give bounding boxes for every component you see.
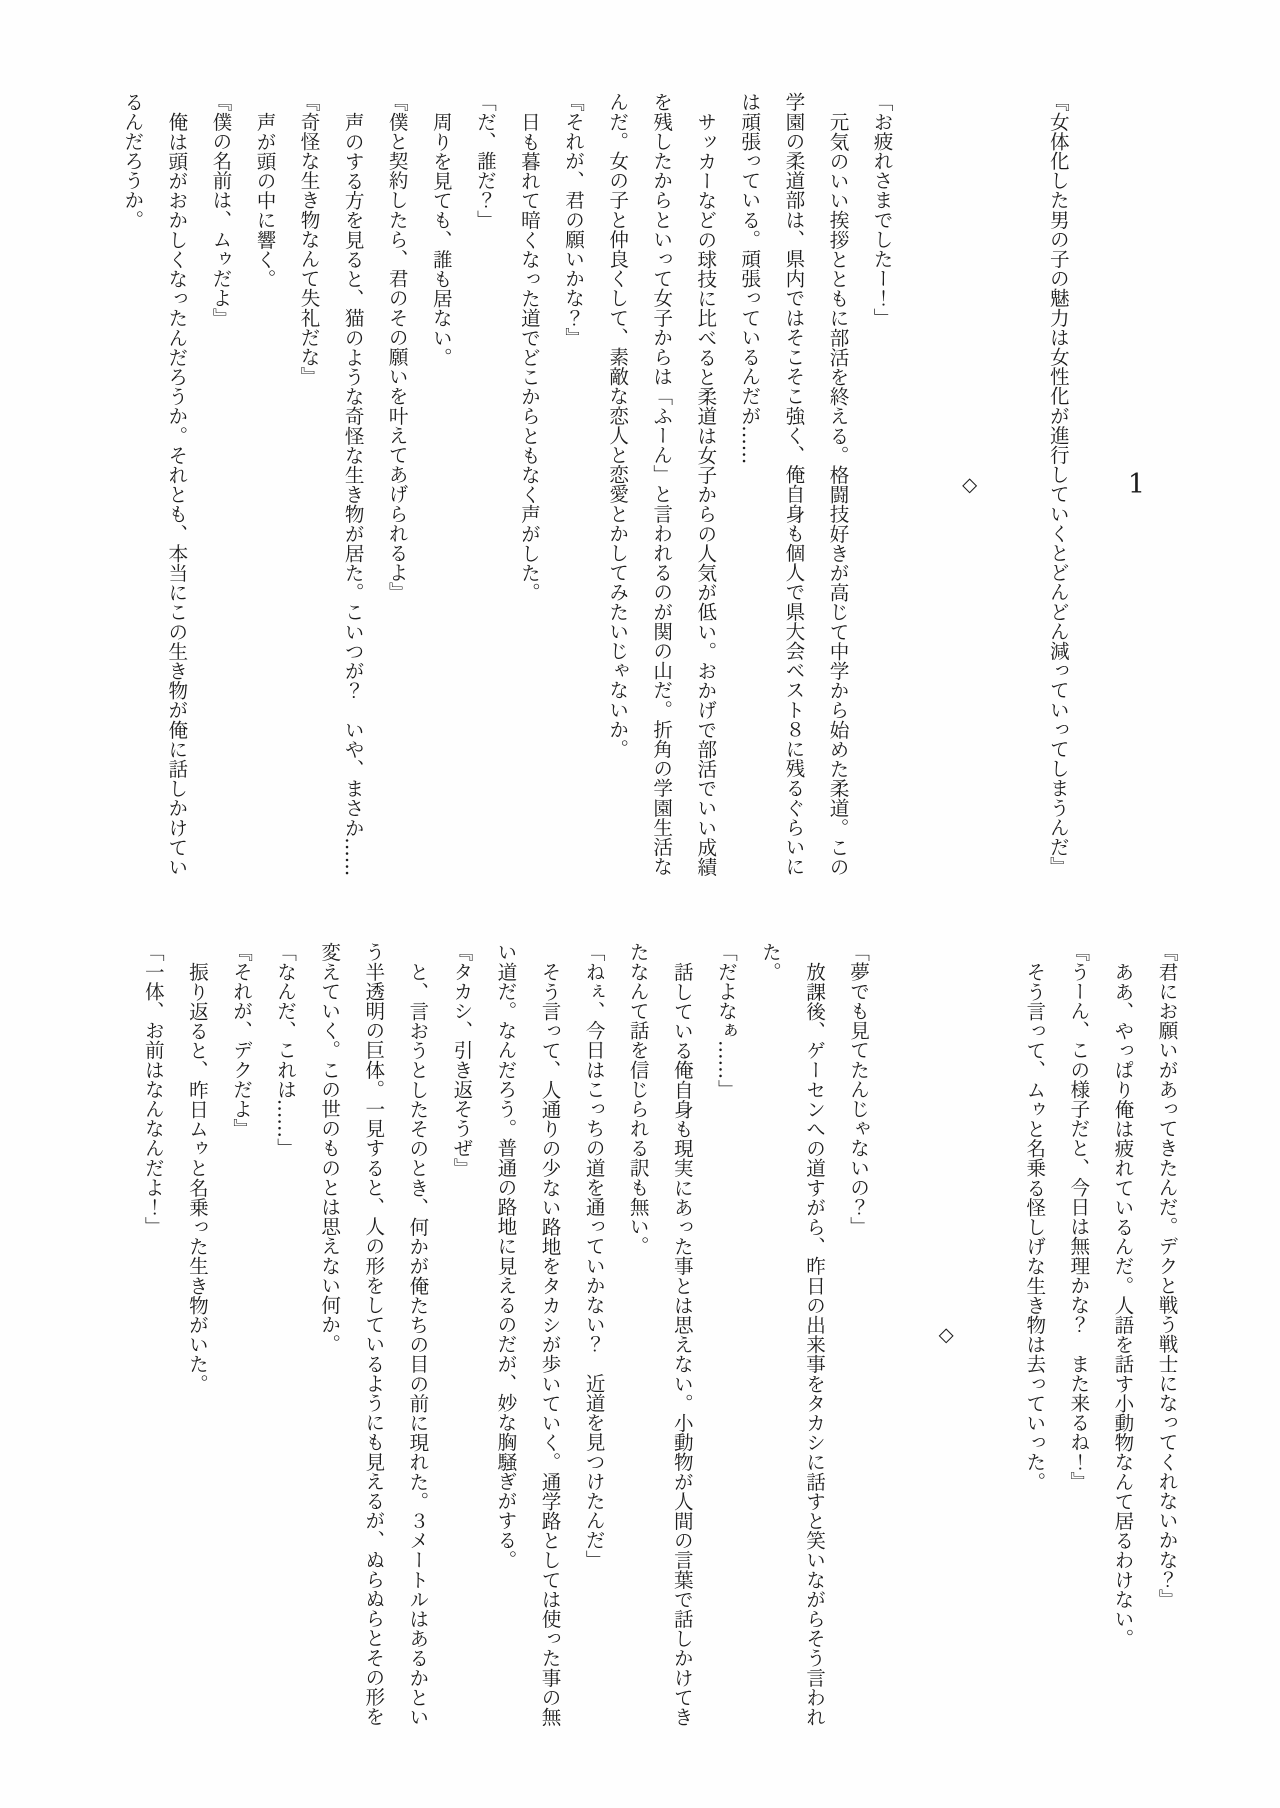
narration-paragraph: 声が頭の中に響く。	[253, 111, 276, 288]
narration-paragraph: 周りを見ても、誰も居ない。	[429, 111, 453, 367]
dialogue-line: 「一体、お前はなんなんだよ！」	[141, 942, 165, 1236]
narration-paragraph: 俺は頭がおかしくなったんだろうか。それとも、本当にこの生き物が俺に話しかけているんだろうか。	[120, 92, 188, 876]
dialogue-line: 『それが、デクだよ』	[229, 942, 253, 1138]
dialogue-line: 「なんだ、これは……」	[273, 942, 297, 1158]
narration-paragraph: そう言って、人通りの少ない路地をタカシが歩いていく。通学路としては使った事の無い道だ。なんだろう。普通の路地に見えるのだが、妙な胸騒ぎがする。	[493, 942, 562, 1726]
narration-paragraph: と、言おうとしたそのとき、何かが俺たちの目の前に現れた。３メートルはあるかという半透明の巨体。一見すると、人の形をしているようにも見えるが、ぬらぬらとその形を変えていく。この世のものとは思えない何か。	[317, 942, 429, 1726]
dialogue-line: 「だよなぁ……」	[714, 942, 738, 1099]
narration-paragraph: 元気のいい挨拶とともに部活を終える。格闘技好きが高じて中学から始めた柔道。この学園の柔道部は、県内ではそこそこ強く、俺自身も個人で県大会ベスト８に残るぐらいには頑張っている。頑張っているんだが……	[737, 92, 850, 876]
narration-paragraph: 日も暮れて暗くなった道でどこからともなく声がした。	[517, 111, 541, 602]
dialogue-line: 『それが、君の願いかな？』	[561, 92, 585, 347]
narration-paragraph: 話している俺自身も現実にあった事とは思えない。小動物が人間の言葉で話しかけてきたなんて話を信じられる訳も無い。	[626, 942, 694, 1726]
narration-paragraph: 振り返ると、昨日ムゥと名乗った生き物がいた。	[185, 961, 209, 1393]
narration-paragraph: サッカーなどの球技に比べると柔道は女子からの人気が低い。おかげで部活でいい成績を残したからといって女子からは「ふーん」と言われるのが関の山だ。折角の学園生活なんだ。女の子と仲良くして、素敵な恋人と恋愛とかしてみたいじゃないか。	[605, 92, 717, 876]
dialogue-line: 『女体化した男の子の魅力は女性化が進行していくとどんどん減っていってしまうんだ』	[1046, 92, 1070, 876]
narration-paragraph: 声のする方を見ると、猫のような奇怪な生き物が居た。こいつが？ いや、まさか……	[341, 111, 365, 876]
dialogue-line: 『タカシ、引き返そうぜ』	[449, 942, 473, 1178]
dialogue-line: 「夢でも見てたんじゃないの？」	[846, 942, 870, 1236]
narration-paragraph: 放課後、ゲーセンへの道すがら、昨日の出来事をタカシに話すと笑いながらそう言われた。	[758, 942, 826, 1726]
dialogue-line: 『奇怪な生き物なんて失礼だな』	[297, 92, 321, 386]
top-text-band	[110, 92, 1166, 876]
scene-break-marker: ◇	[958, 472, 982, 496]
narration-paragraph: そう言って、ムゥと名乗る怪しげな生き物は去っていった。	[1022, 961, 1046, 1491]
dialogue-line: 「だ、誰だ？」	[473, 92, 497, 230]
dialogue-line: 『僕と契約したら、君のその願いを叶えてあげられるよ』	[385, 92, 409, 602]
dialogue-line: 『君にお願いがあってきたんだ。デクと戦う戦士になってくれないかな？』	[1155, 942, 1178, 1609]
dialogue-line: 「お疲れさまでしたー！」	[870, 92, 894, 328]
dialogue-line: 『僕の名前は、ムゥだよ』	[208, 92, 232, 328]
bottom-text-band	[130, 942, 1188, 1726]
chapter-number: 1	[1121, 468, 1152, 500]
narration-paragraph: ああ、やっぱり俺は疲れているんだ。人語を話す小動物なんて居るわけない。	[1110, 961, 1134, 1648]
scene-break-marker: ◇	[934, 1322, 958, 1346]
dialogue-line: 「ねぇ、今日はこっちの道を通っていかない？ 近道を見つけたんだ」	[582, 942, 606, 1570]
dialogue-line: 『うーん、この様子だと、今日は無理かな？ また来るね！』	[1066, 942, 1090, 1491]
